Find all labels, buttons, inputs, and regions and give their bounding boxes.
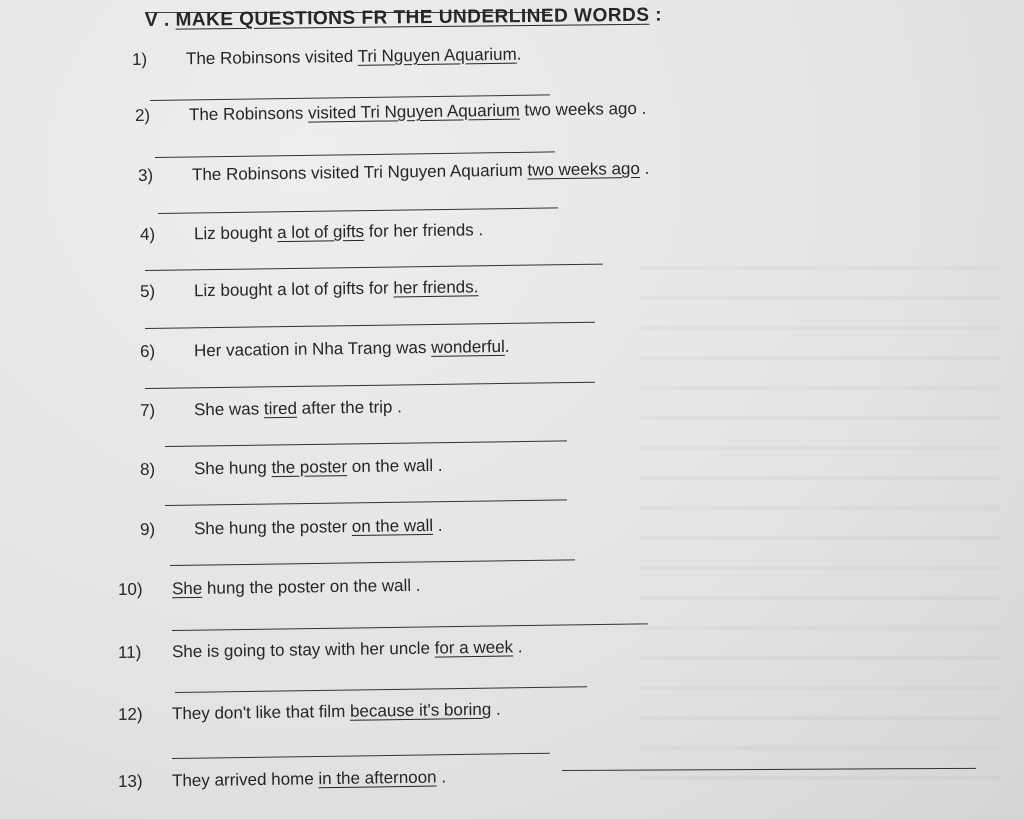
question-number: 6): [139, 341, 156, 361]
question-text: She was: [193, 399, 265, 420]
question-number: 5): [139, 281, 156, 301]
underlined-words: for a week: [434, 637, 514, 658]
question-end: .: [504, 336, 510, 356]
question-end: after the trip .: [296, 397, 403, 418]
question-end: hung the poster on the wall .: [202, 575, 421, 598]
section-heading: [145, 5, 662, 32]
question-10: [118, 576, 421, 600]
question-text: Liz bought a lot of gifts for: [193, 278, 394, 301]
answer-line-1: [150, 94, 550, 101]
question-text: The Robinsons: [188, 103, 309, 125]
answer-line-3: [158, 207, 558, 214]
question-1: [132, 45, 522, 70]
question-end: .: [512, 637, 523, 657]
underlined-words: a lot of gifts: [277, 221, 365, 243]
answer-line-2: [155, 151, 555, 158]
underlined-words: because it's boring: [349, 699, 492, 721]
question-end: .: [516, 44, 522, 64]
question-text: They arrived home: [171, 769, 319, 791]
answer-line-11: [175, 686, 587, 693]
question-13: [118, 767, 446, 792]
bleed-through-text: [640, 240, 1000, 800]
question-number: 4): [139, 224, 156, 244]
underlined-words: She: [171, 578, 203, 599]
answer-line-9: [170, 559, 575, 566]
answer-line-5: [145, 322, 595, 329]
answer-line-7: [165, 440, 567, 447]
question-text: They don't like that film: [171, 701, 351, 724]
question-12: [118, 700, 501, 725]
question-number: 3): [137, 165, 154, 185]
question-2: [135, 99, 647, 126]
question-text: She hung the poster: [193, 517, 352, 539]
answer-line-10: [172, 623, 648, 631]
question-number: 13): [117, 771, 143, 791]
question-number: 9): [139, 519, 156, 539]
underlined-words: on the wall: [351, 515, 434, 537]
answer-line-6: [145, 382, 595, 389]
underlined-words: visited Tri Nguyen Aquarium: [307, 100, 520, 123]
question-number: 7): [139, 400, 156, 420]
question-number: 8): [139, 459, 156, 479]
underlined-words: two weeks ago: [527, 158, 640, 180]
underlined-words: her friends.: [393, 277, 479, 298]
question-end: for her friends .: [363, 220, 484, 241]
question-end: on the wall .: [346, 455, 443, 477]
question-number: 12): [117, 704, 143, 724]
question-4: [140, 220, 483, 245]
answer-line-8: [165, 499, 567, 506]
underlined-words: Tri Nguyen Aquarium: [357, 44, 517, 66]
question-number: 11): [117, 642, 142, 662]
question-end: two weeks ago .: [519, 98, 647, 120]
question-3: [138, 159, 650, 186]
question-end: .: [491, 699, 501, 719]
answer-line-12: [172, 753, 550, 759]
section-colon: :: [655, 4, 663, 26]
question-text: She hung: [193, 458, 272, 479]
question-number: 1): [131, 49, 148, 69]
underlined-words: wonderful: [431, 336, 505, 357]
answer-line-4: [145, 264, 603, 271]
question-9: [140, 516, 443, 540]
underlined-words: in the afternoon: [318, 767, 437, 789]
question-text: Liz bought: [193, 223, 278, 244]
question-end: .: [432, 515, 443, 535]
question-8: [140, 456, 443, 480]
question-end: .: [639, 158, 650, 178]
question-11: [118, 637, 523, 663]
underlined-words: the poster: [271, 457, 348, 478]
question-text: She is going to stay with her uncle: [171, 638, 435, 662]
question-5: [140, 277, 479, 302]
underlined-words: tired: [263, 398, 298, 419]
question-7: [140, 397, 402, 421]
question-number: 2): [134, 105, 151, 125]
question-number: 10): [117, 579, 143, 599]
section-title: MAKE QUESTIONS FR THE UNDERLINED WORDS: [175, 4, 650, 31]
question-end: .: [436, 767, 447, 787]
question-text: Her vacation in Nha Trang was: [193, 337, 432, 361]
question-text: The Robinsons visited Tri Nguyen Aquarium: [191, 160, 528, 185]
question-6: [140, 337, 510, 362]
section-number: V .: [144, 9, 170, 31]
question-text: The Robinsons visited: [185, 46, 358, 69]
